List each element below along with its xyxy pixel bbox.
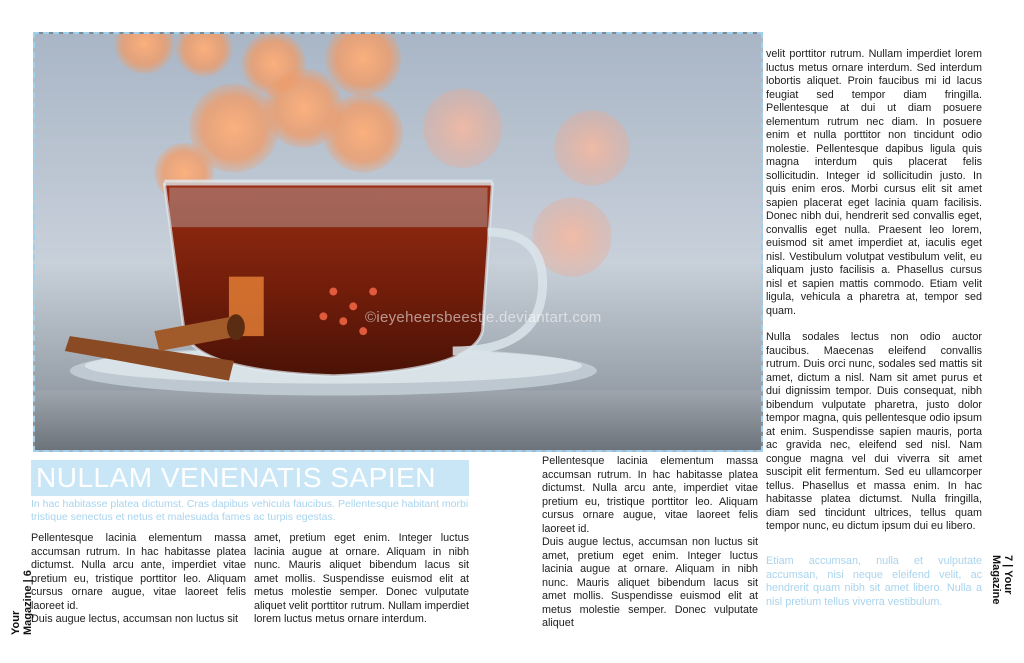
text-column-4 xyxy=(766,48,982,534)
paragraph: velit porttitor rutrum. Nullam imperdiet lorem luctus metus ornare interdum. Sed interdum lobortis aliquet. Proin faucibus mi id lacus feugiat sed tempor diam fringilla. Pellentesque at dui ut diam posuere elementum rutrum nec diam. In posuere enim et nulla porttitor non tincidunt odio molestie. Pellentesque dapibus ligula quis magna interdum quis placerat felis sollicitudin. Integer id sollicitudin justo. In quis enim eros. Morbi cursus elit sit amet sapien placerat eget lacinia quam facilisis. Donec nibh dui, hendrerit sed convallis eget, convallis eget nulla. Praesent leo lorem, euismod sit amet imperdiet at, iaculis eget nisl. Vestibulum volutpat vestibulum velit, eu aliquam justo facilisis a. Phasellus cursus nisl et sapien mattis commodo. Etiam velit ligula, vehicula a pharetra at, tempor sed quam. xyxy=(766,48,982,317)
photo-watermark: ©ieyeheersbeestje.deviantart.com xyxy=(365,309,602,326)
text-column-3 xyxy=(542,455,758,631)
right-page-footer: 7 | Your Magazine xyxy=(990,555,1014,605)
tea-cup-illustration xyxy=(35,34,761,450)
left-page-footer: Your Magazine | 6 xyxy=(10,570,34,635)
paragraph: Nulla sodales lectus non odio auctor faucibus. Maecenas eleifend convallis rutrum. Duis orci nunc, sodales sed mattis sit amet, dictum a nisl. Nam sit amet purus et dui dignissim tempor. Duis consequat, nibh bibendum vulputate pharetra, justo dolor tempor magna, quis pellentesque odio ipsum at enim. Suspendisse sapien mauris, porta ac gravida nec, eleifend sed nisl. Nam congue magna vel dui viverra sit amet suscipit elit fermentum. Sed eu ullamcorper tellus. Phasellus et massa enim. In hac habitasse platea dictumst. Nulla fringilla, diam sed tincidunt ultrices, tellus quam tempor nunc, eu dictum ipsum dui eu libero. xyxy=(766,331,982,532)
paragraph: amet, pretium eget enim. Integer luctus lacinia augue at ornare. Aliquam in nibh nunc. Mauris aliquet bibendum lacus sit amet mollis. Suspendisse euismod elit at metus molestie semper. Donec vulputate aliquet velit porttitor rutrum. Nullam imperdiet lorem luctus metus ornare interdum. xyxy=(254,532,469,625)
paragraph: Duis augue lectus, accumsan non luctus sit xyxy=(31,613,239,625)
article-subtitle: In hac habitasse platea dictumst. Cras dapibus vehicula faucibus. Pellentesque habitant morbi tristique senectus et netus et malesuada fames ac turpis egestas. xyxy=(31,498,469,523)
paragraph: Pellentesque lacinia elementum massa accumsan rutrum. In hac habitasse platea dictumst. Nulla arcu ante, imperdiet vitae pretium eu, tristique porttitor leo. Aliquam cursus ornare augue, vitae laoreet felis laoreet id. xyxy=(542,455,758,535)
cover-photo-tea-cup xyxy=(33,32,763,452)
article-title: NULLAM VENENATIS SAPIEN xyxy=(36,462,436,493)
text-column-1 xyxy=(31,532,246,627)
paragraph: Pellentesque lacinia elementum massa accumsan rutrum. In hac habitasse platea dictumst. Nulla arcu ante, imperdiet vitae pretium eu, tristique porttitor leo. Aliquam cursus ornare augue, vitae laoreet felis laoreet id. xyxy=(31,532,246,612)
faded-note: Etiam accumsan, nulla et vulputate accumsan, nisi neque eleifend velit, ac hendrerit quam nibh sit amet libero. Nulla a nisl pretium tellus viverra vestibulum. xyxy=(766,555,982,608)
text-column-2 xyxy=(254,532,469,627)
paragraph: Duis augue lectus, accumsan non luctus sit amet, pretium eget enim. Integer luctus lacinia augue at ornare. Aliquam in nibh nunc. Mauris aliquet bibendum lacus sit amet mollis. Suspendisse euismod elit at metus molestie semper. Donec vulputate aliquet xyxy=(542,536,758,629)
